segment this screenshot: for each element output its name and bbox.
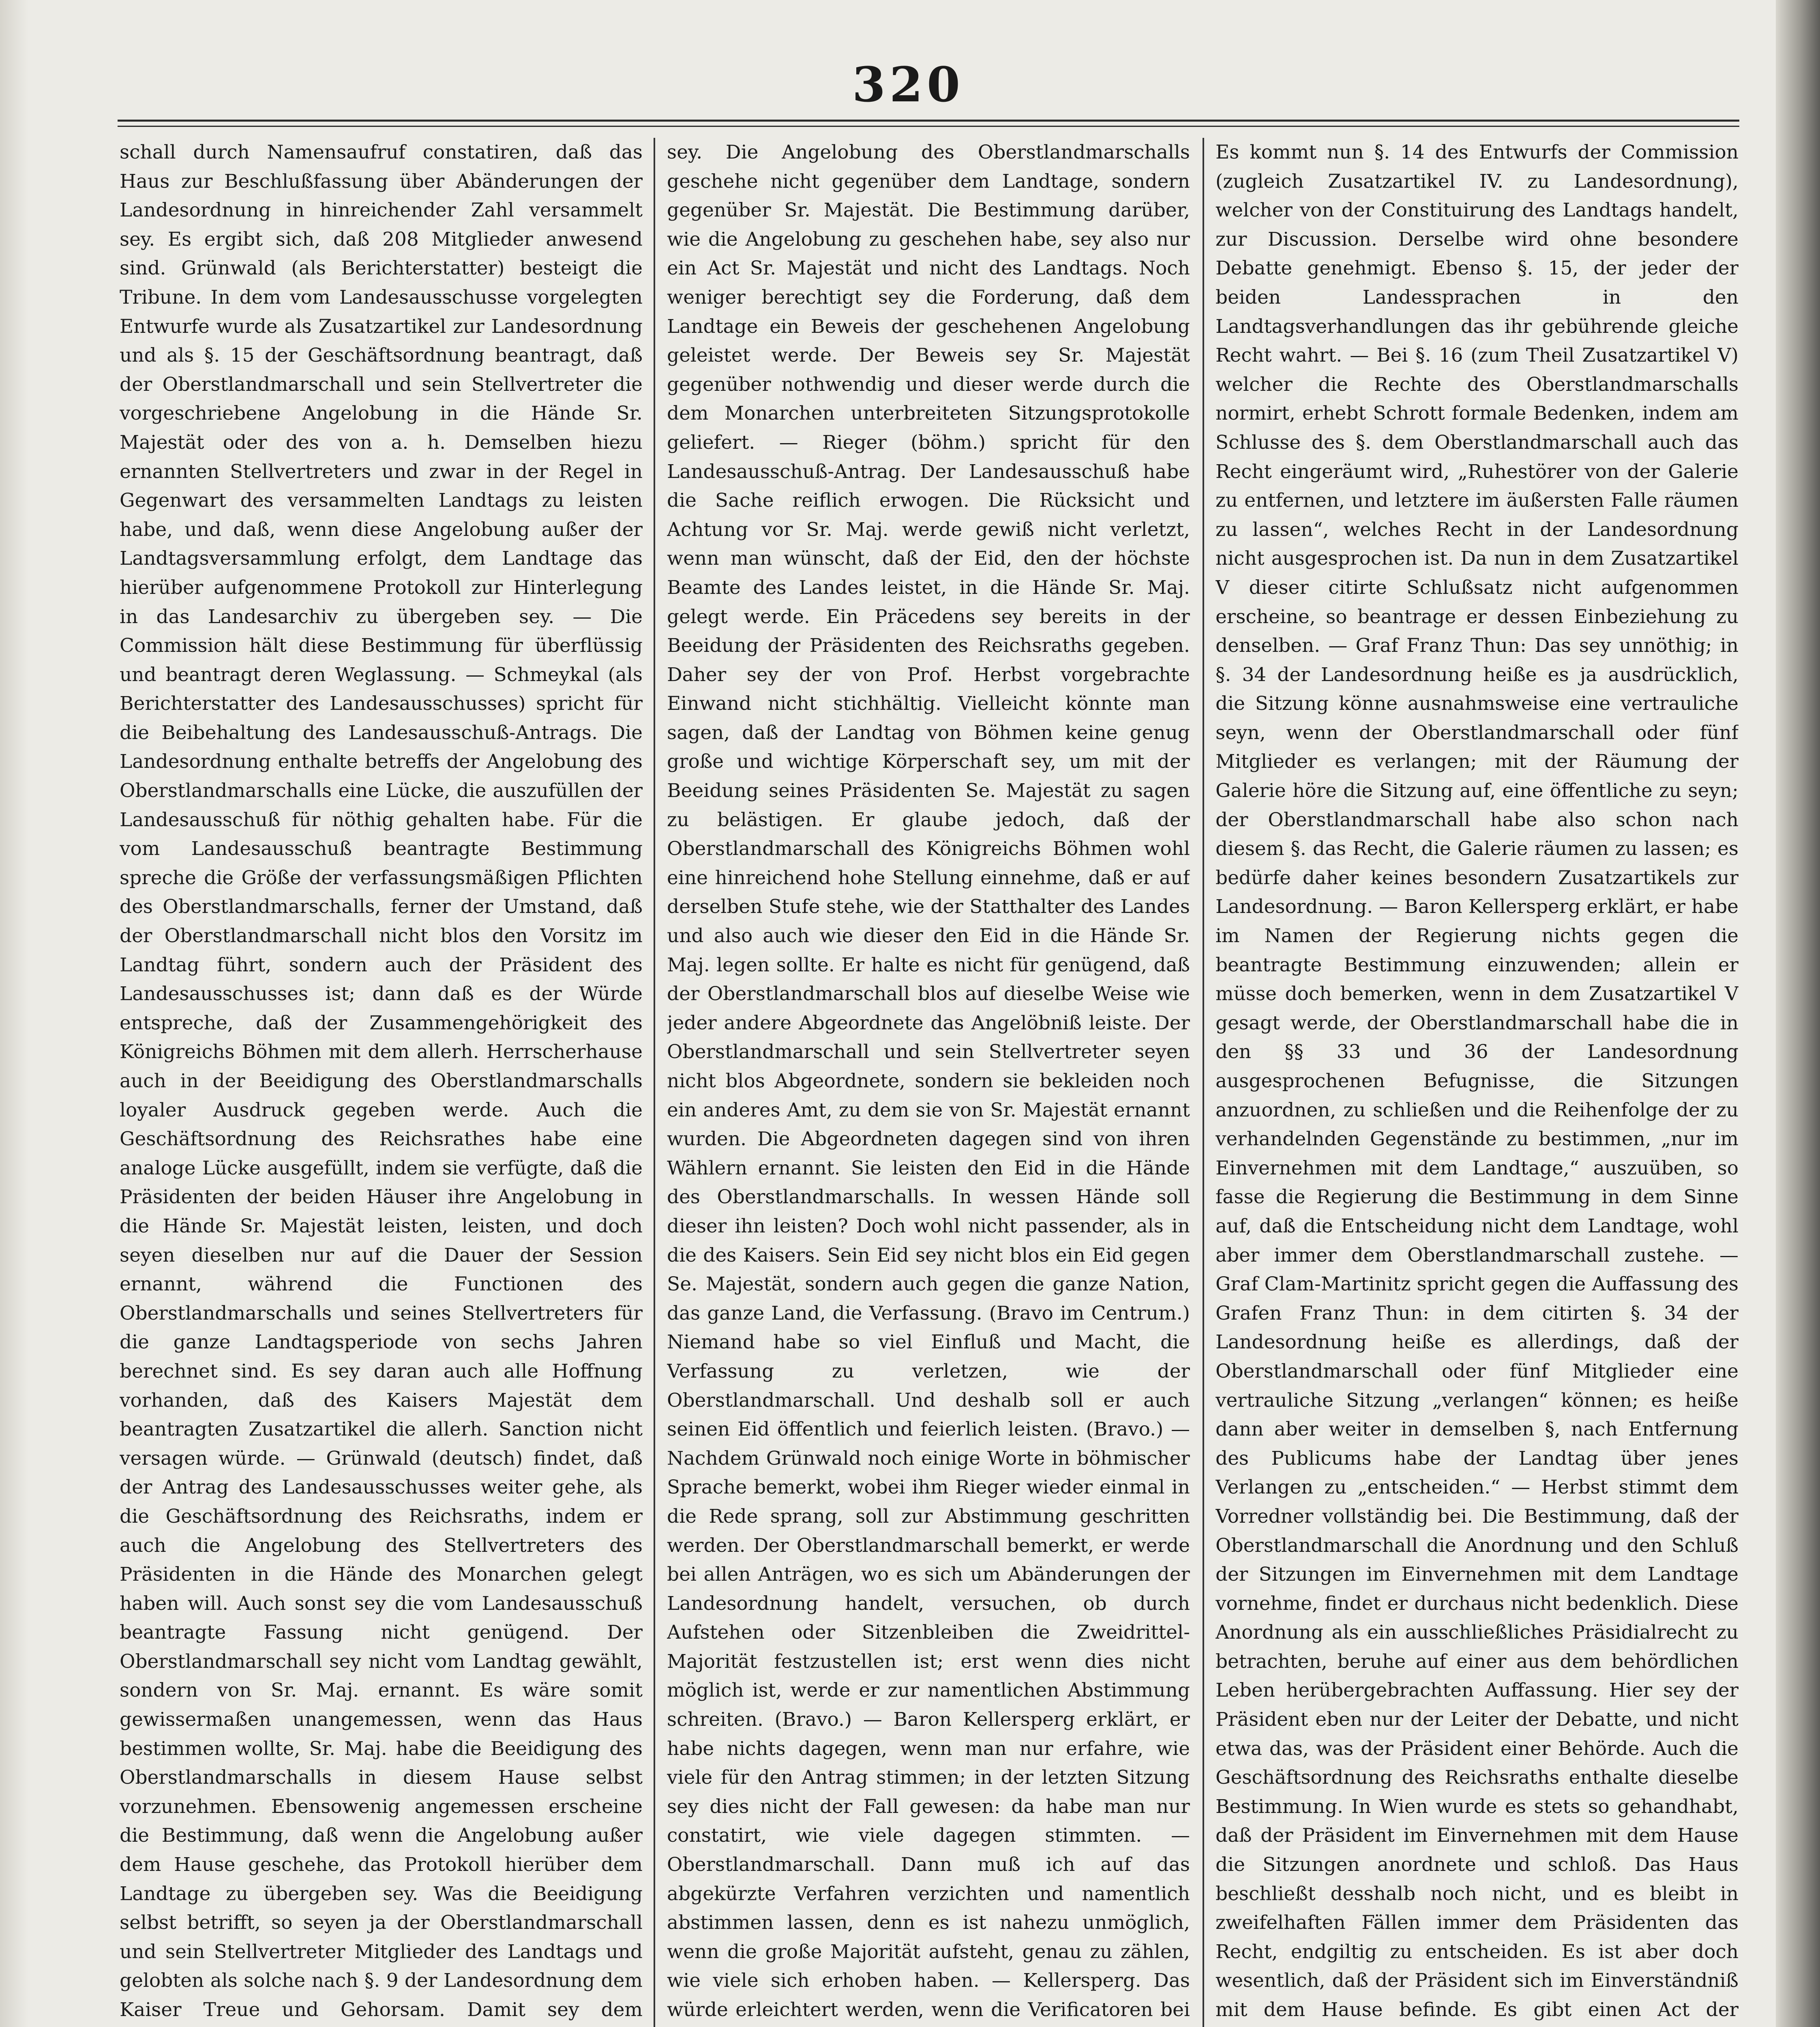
column-divider-2	[1203, 138, 1204, 2027]
header-rule	[118, 120, 1739, 122]
text-column-2	[667, 138, 1190, 2027]
column-divider-1	[654, 138, 655, 2027]
scan-binding-edge	[1776, 0, 1820, 2027]
column-2-text: sey. Die Angelobung des Oberstlandmarschalls geschehe nicht gegenüber dem Landtage, sondern gegenüber Sr. Majestät. Die Bestimmung darüber, wie die Angelobung zu geschehen habe, sey also nur ein Act Sr. Majestät und nicht des Landtags. Noch weniger berechtigt sey die Forderung, daß dem Landtage ein Beweis der geschehenen Angelobung geleistet werde. Der Beweis sey Sr. Majestät gegenüber nothwendig und dieser werde durch die dem Monarchen unterbreiteten Sitzungsprotokolle geliefert. — Rieger (böhm.) spricht für den Landesausschuß-Antrag. Der Landesausschuß habe die Sache reiflich erwogen. Die Rücksicht und Achtung vor Sr. Maj. werde gewiß nicht verletzt, wenn man wünscht, daß der Eid, den der höchste Beamte des Landes leistet, in die Hände Sr. Maj. gelegt werde. Ein Präcedens sey bereits in der Beeidung der Präsidenten des Reichsraths gegeben. Daher sey der von Prof. Herbst vorgebrachte Einwand nicht stichhältig. Vielleicht könnte man sagen, daß der Landtag von Böhmen keine genug große und wichtige Körperschaft sey, um mit der Beeidung seines Präsidenten Se. Majestät zu sagen zu belästigen. Er glaube jedoch, daß der Oberstlandmarschall des Königreichs Böhmen wohl eine hinreichend hohe Stellung einnehme, daß er auf derselben Stufe stehe, wie der Statthalter des Landes und also auch wie dieser den Eid in die Hände Sr. Maj. legen sollte. Er halte es nicht für genügend, daß der Oberstlandmarschall blos auf dieselbe Weise wie jeder andere Abgeordnete das Angelöbniß leiste. Der Oberstlandmarschall und sein Stellvertreter seyen nicht blos Abgeordnete, sondern sie bekleiden noch ein anderes Amt, zu dem sie von Sr. Majestät ernannt wurden. Die Abgeordneten dagegen sind von ihren Wählern ernannt. Sie leisten den Eid in die Hände des Oberstlandmarschalls. In wessen Hände soll dieser ihn leisten? Doch wohl nicht passender, als in die des Kaisers. Sein Eid sey nicht blos ein Eid gegen Se. Majestät, sondern auch gegen die ganze Nation, das ganze Land, die Verfassung. (Bravo im Centrum.) Niemand habe so viel Einfluß und Macht, die Verfassung zu verletzen, wie der Oberstlandmarschall. Und deshalb soll er auch seinen Eid öffentlich und feierlich leisten. (Bravo.) — Nachdem Grünwald noch einige Worte in böhmischer Sprache bemerkt, wobei ihm Rieger wieder einmal in die Rede sprang, soll zur Abstimmung geschritten werden. Der Oberstlandmarschall bemerkt, er werde bei allen Anträgen, wo es sich um Abänderungen der Landesordnung handelt, versuchen, ob durch Aufstehen oder Sitzenbleiben die Zweidrittel-Majorität festzustellen ist; erst wenn dies nicht möglich ist, werde er zur namentlichen Abstimmung schreiten. (Bravo.) — Baron Kellersperg erklärt, er habe nichts dagegen, wenn man nur erfahre, wie viele für den Antrag stimmen; in der letzten Sitzung sey dies nicht der Fall gewesen: da habe man nur constatirt, wie viele dagegen stimmten. — Oberstlandmarschall. Dann muß ich auf das abgekürzte Verfahren verzichten und namentlich abstimmen lassen, denn es ist nahezu unmöglich, wenn die große Majorität aufsteht, genau zu zählen, wie viele sich erhoben haben. — Kellersperg. Das würde erleichtert werden, wenn die Verificatoren bei	[667, 141, 1190, 2021]
column-3-text: Es kommt nun §. 14 des Entwurfs der Commission (zugleich Zusatzartikel IV. zu Landesordnung), welcher von der Constituirung des Landtags handelt, zur Discussion. Derselbe wird ohne besondere Debatte genehmigt. Ebenso §. 15, der jeder der beiden Landessprachen in den Landtagsverhandlungen das ihr gebührende gleiche Recht wahrt. — Bei §. 16 (zum Theil Zusatzartikel V) welcher die Rechte des Oberstlandmarschalls normirt, erhebt Schrott formale Bedenken, indem am Schlusse des §. dem Oberstlandmarschall auch das Recht eingeräumt wird, „Ruhestörer von der Galerie zu entfernen, und letztere im äußersten Falle räumen zu lassen“, welches Recht in der Landesordnung nicht ausgesprochen ist. Da nun in dem Zusatzartikel V dieser citirte Schlußsatz nicht aufgenommen erscheine, so beantrage er dessen Einbeziehung zu denselben. — Graf Franz Thun: Das sey unnöthig; in §. 34 der Landesordnung heiße es ja ausdrücklich, die Sitzung könne ausnahmsweise eine vertrauliche seyn, wenn der Oberstlandmarschall oder fünf Mitglieder es verlangen; mit der Räumung der Galerie höre die Sitzung auf, eine öffentliche zu seyn; der Oberstlandmarschall habe also schon nach diesem §. das Recht, die Galerie räumen zu lassen; es bedürfe daher keines besondern Zusatzartikels zur Landesordnung. — Baron Kellersperg erklärt, er habe im Namen der Regierung nichts gegen die beantragte Bestimmung einzuwenden; allein er müsse doch bemerken, wenn in dem Zusatzartikel V gesagt werde, der Oberstlandmarschall habe die in den §§ 33 und 36 der Landesordnung ausgesprochenen Befugnisse, die Sitzungen anzuordnen, zu schließen und die Reihenfolge der zu verhandelnden Gegenstände zu bestimmen, „nur im Einvernehmen mit dem Landtage,“ auszuüben, so fasse die Regierung die Bestimmung in dem Sinne auf, daß die Entscheidung nicht dem Landtage, wohl aber immer dem Oberstlandmarschall zustehe. — Graf Clam-Martinitz spricht gegen die Auffassung des Grafen Franz Thun: in dem citirten §. 34 der Landesordnung heiße es allerdings, daß der Oberstlandmarschall oder fünf Mitglieder eine vertrauliche Sitzung „verlangen“ können; es heiße dann aber weiter in demselben §, nach Entfernung des Publicums habe der Landtag über jenes Verlangen zu „entscheiden.“ — Herbst stimmt dem Vorredner vollständig bei. Die Bestimmung, daß der Oberstlandmarschall die Anordnung und den Schluß der Sitzungen im Einvernehmen mit dem Landtage vornehme, findet er durchaus nicht bedenklich. Diese Anordnung als ein ausschließliches Präsidialrecht zu betrachten, beruhe auf einer aus dem behördlichen Leben herübergebrachten Auffassung. Hier sey der Präsident eben nur der Leiter der Debatte, und nicht etwa das, was der Präsident einer Behörde. Auch die Geschäftsordnung des Reichsraths enthalte dieselbe Bestimmung. In Wien wurde es stets so gehandhabt, daß der Präsident im Einvernehmen mit dem Hause die Sitzungen anordnete und schloß. Das Haus beschließt desshalb noch nicht, und es bleibt in zweifelhaften Fällen immer dem Präsidenten das Recht, endgiltig zu entscheiden. Es ist aber doch wesentlich, daß der Präsident sich im Einverständniß mit dem Hause befinde. Es gibt einen Act der	[1215, 141, 1739, 2021]
column-1-text: schall durch Namensaufruf constatiren, daß das Haus zur Beschlußfassung über Abänderungen der Landesordnung in hinreichender Zahl versammelt sey. Es ergibt sich, daß 208 Mitglieder anwesend sind. Grünwald (als Berichterstatter) besteigt die Tribune. In dem vom Landesausschusse vorgelegten Entwurfe wurde als Zusatzartikel zur Landesordnung und als §. 15 der Geschäftsordnung beantragt, daß der Oberstlandmarschall und sein Stellvertreter die vorgeschriebene Angelobung in die Hände Sr. Majestät oder des von a. h. Demselben hiezu ernannten Stellvertreters und zwar in der Regel in Gegenwart des versammelten Landtags zu leisten habe, und daß, wenn diese Angelobung außer der Landtagsversammlung erfolgt, dem Landtage das hierüber aufgenommene Protokoll zur Hinterlegung in das Landesarchiv zu übergeben sey. — Die Commission hält diese Bestimmung für überflüssig und beantragt deren Weglassung. — Schmeykal (als Berichterstatter des Landesausschusses) spricht für die Beibehaltung des Landesausschuß-Antrags. Die Landesordnung enthalte betreffs der Angelobung des Oberstlandmarschalls eine Lücke, die auszufüllen der Landesausschuß für nöthig gehalten habe. Für die vom Landesausschuß beantragte Bestimmung spreche die Größe der verfassungsmäßigen Pflichten des Oberstlandmarschalls, ferner der Umstand, daß der Oberstlandmarschall nicht blos den Vorsitz im Landtag führt, sondern auch der Präsident des Landesausschusses ist; dann daß es der Würde entspreche, daß der Zusammengehörigkeit des Königreichs Böhmen mit dem allerh. Herrscherhause auch in der Beeidigung des Oberstlandmarschalls loyaler Ausdruck gegeben werde. Auch die Geschäftsordnung des Reichsrathes habe eine analoge Lücke ausgefüllt, indem sie verfügte, daß die Präsidenten der beiden Häuser ihre Angelobung in die Hände Sr. Majestät leisten, leisten, und doch seyen dieselben nur auf die Dauer der Session ernannt, während die Functionen des Oberstlandmarschalls und seines Stellvertreters für die ganze Landtagsperiode von sechs Jahren berechnet sind. Es sey daran auch alle Hoffnung vorhanden, daß des Kaisers Majestät dem beantragten Zusatzartikel die allerh. Sanction nicht versagen würde. — Grünwald (deutsch) findet, daß der Antrag des Landesausschusses weiter gehe, als die Geschäftsordnung des Reichsraths, indem er auch die Angelobung des Stellvertreters des Präsidenten in die Hände des Monarchen gelegt haben will. Auch sonst sey die vom Landesausschuß beantragte Fassung nicht genügend. Der Oberstlandmarschall sey nicht vom Landtag gewählt, sondern von Sr. Maj. ernannt. Es wäre somit gewissermaßen unangemessen, wenn das Haus bestimmen wollte, Sr. Maj. habe die Beeidigung des Oberstlandmarschalls in diesem Hause selbst vorzunehmen. Ebensowenig angemessen erscheine die Bestimmung, daß wenn die Angelobung außer dem Hause geschehe, das Protokoll hierüber dem Landtage zu übergeben sey. Was die Beeidigung selbst betrifft, so seyen ja der Oberstlandmarschall und sein Stellvertreter Mitglieder des Landtags und gelobten als solche nach §. 9 der Landesordnung dem Kaiser Treue und Gehorsam. Damit sey dem	[120, 141, 643, 2021]
text-column-1	[120, 138, 643, 2027]
header-rule-thin	[118, 126, 1739, 127]
scan-margin-left	[0, 0, 28, 2027]
text-column-3	[1215, 138, 1739, 2027]
page-number: 320	[852, 56, 965, 113]
